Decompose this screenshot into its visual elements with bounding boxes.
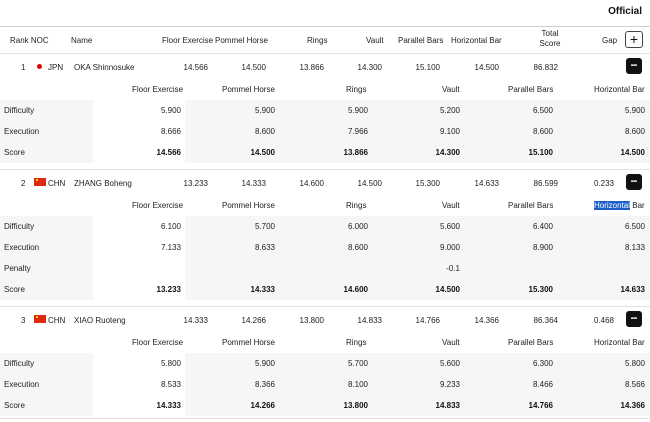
dh-hbar-rest: Bar <box>630 201 645 210</box>
rank: 2 <box>21 179 26 188</box>
difficulty-pbars: 6.500 <box>532 106 553 115</box>
score-pommel: 14.266 <box>250 401 275 410</box>
gap-value: 0.468 <box>593 316 614 325</box>
header-vault: Vault <box>366 36 384 45</box>
difficulty-pbars: 6.400 <box>532 222 553 231</box>
header-gap: Gap <box>602 36 618 45</box>
score-vault: 14.500 <box>435 285 460 294</box>
dh-hbar[interactable] <box>594 201 645 210</box>
dh-vault: Vault <box>442 338 460 347</box>
dh-floor: Floor Exercise <box>132 85 184 94</box>
difficulty-label: Difficulty <box>4 106 35 115</box>
flag-chn-icon <box>34 315 46 323</box>
hbar-score: 14.633 <box>474 179 499 188</box>
dh-rings: Rings <box>346 85 367 94</box>
execution-floor: 8.666 <box>160 127 181 136</box>
collapse-button[interactable]: − <box>626 311 642 327</box>
difficulty-pbars: 6.300 <box>532 359 553 368</box>
athlete-name: XIAO Ruoteng <box>74 316 126 325</box>
noc: CHN <box>48 179 66 188</box>
score-pbars: 14.766 <box>528 401 553 410</box>
total-score: 86.364 <box>533 316 558 325</box>
flag-jpn-icon <box>37 64 42 69</box>
score-pommel: 14.333 <box>250 285 275 294</box>
athlete-detail-1 <box>0 79 650 163</box>
score-label: Score <box>4 285 25 294</box>
dh-hbar-selected: Horizontal <box>594 201 631 210</box>
dh-hbar: Horizontal Bar <box>594 338 645 347</box>
difficulty-floor: 5.900 <box>160 106 181 115</box>
pbars-score: 15.100 <box>415 63 440 72</box>
execution-pbars: 8.900 <box>532 243 553 252</box>
dh-hbar: Horizontal Bar <box>594 85 645 94</box>
results-table-header <box>0 27 650 53</box>
execution-pbars: 8.466 <box>532 380 553 389</box>
difficulty-floor: 6.100 <box>160 222 181 231</box>
difficulty-hbar: 5.900 <box>624 106 645 115</box>
floor-score: 14.333 <box>183 316 208 325</box>
detail-score <box>0 279 650 300</box>
bottom-divider <box>0 418 650 419</box>
execution-rings: 8.600 <box>347 243 368 252</box>
execution-rings: 8.100 <box>347 380 368 389</box>
score-hbar: 14.366 <box>620 401 645 410</box>
penalty-vault: -0.1 <box>446 264 460 273</box>
execution-pommel: 8.366 <box>254 380 275 389</box>
expand-all-button[interactable]: + <box>625 31 643 48</box>
dh-floor: Floor Exercise <box>132 338 184 347</box>
detail-difficulty <box>0 216 650 237</box>
score-floor: 14.566 <box>156 148 181 157</box>
difficulty-rings: 6.000 <box>347 222 368 231</box>
execution-rings: 7.966 <box>347 127 368 136</box>
difficulty-floor: 5.800 <box>160 359 181 368</box>
difficulty-hbar: 5.800 <box>624 359 645 368</box>
pommel-score: 14.266 <box>241 316 266 325</box>
detail-execution <box>0 121 650 142</box>
score-hbar: 14.500 <box>620 148 645 157</box>
dh-vault: Vault <box>442 201 460 210</box>
difficulty-vault: 5.600 <box>439 359 460 368</box>
noc: CHN <box>48 316 66 325</box>
difficulty-label: Difficulty <box>4 359 35 368</box>
score-label: Score <box>4 148 25 157</box>
score-hbar: 14.633 <box>620 285 645 294</box>
detail-execution <box>0 374 650 395</box>
status-official: Official <box>608 6 642 17</box>
athlete-row-3[interactable] <box>0 306 650 332</box>
total-score: 86.832 <box>533 63 558 72</box>
penalty-label: Penalty <box>4 264 31 273</box>
detail-penalty <box>0 258 650 279</box>
dh-pbars: Parallel Bars <box>508 85 554 94</box>
pbars-score: 15.300 <box>415 179 440 188</box>
execution-label: Execution <box>4 243 40 252</box>
detail-difficulty <box>0 100 650 121</box>
vault-score: 14.833 <box>357 316 382 325</box>
detail-header <box>0 79 650 100</box>
rank: 3 <box>21 316 26 325</box>
score-label: Score <box>4 401 25 410</box>
detail-header <box>0 195 650 216</box>
difficulty-label: Difficulty <box>4 222 35 231</box>
athlete-detail-2 <box>0 195 650 300</box>
header-pommel: Pommel Horse <box>215 36 268 45</box>
dh-pommel: Pommel Horse <box>222 338 275 347</box>
execution-hbar: 8.566 <box>624 380 645 389</box>
detail-difficulty <box>0 353 650 374</box>
execution-floor: 7.133 <box>160 243 181 252</box>
difficulty-pommel: 5.700 <box>254 222 275 231</box>
hbar-score: 14.500 <box>474 63 499 72</box>
dh-pbars: Parallel Bars <box>508 201 554 210</box>
rank: 1 <box>21 63 26 72</box>
detail-score <box>0 142 650 163</box>
execution-vault: 9.000 <box>439 243 460 252</box>
total-score: 86.599 <box>533 179 558 188</box>
rings-score: 13.800 <box>299 316 324 325</box>
dh-pommel: Pommel Horse <box>222 201 275 210</box>
header-total-line2: Score <box>539 39 561 48</box>
execution-pommel: 8.633 <box>254 243 275 252</box>
dh-rings: Rings <box>346 201 367 210</box>
header-pbars: Parallel Bars <box>398 36 444 45</box>
score-floor: 13.233 <box>156 285 181 294</box>
pommel-score: 14.333 <box>241 179 266 188</box>
execution-vault: 9.100 <box>439 127 460 136</box>
header-rings: Rings <box>307 36 328 45</box>
header-rank-noc: Rank NOC <box>10 36 49 45</box>
dh-vault: Vault <box>442 85 460 94</box>
header-floor: Floor Exercise <box>162 36 214 45</box>
execution-floor: 8.533 <box>160 380 181 389</box>
difficulty-pommel: 5.900 <box>254 106 275 115</box>
flag-chn-icon <box>34 178 46 186</box>
execution-hbar: 8.600 <box>624 127 645 136</box>
athlete-name: OKA Shinnosuke <box>74 63 135 72</box>
pbars-score: 14.766 <box>415 316 440 325</box>
dh-pbars: Parallel Bars <box>508 338 554 347</box>
detail-header <box>0 332 650 353</box>
dh-floor: Floor Exercise <box>132 201 184 210</box>
gap-value: 0.233 <box>593 179 614 188</box>
athlete-name: ZHANG Boheng <box>74 179 132 188</box>
athlete-row-2[interactable] <box>0 169 650 195</box>
score-pbars: 15.300 <box>528 285 553 294</box>
execution-pommel: 8.600 <box>254 127 275 136</box>
vault-score: 14.300 <box>357 63 382 72</box>
score-pbars: 15.100 <box>528 148 553 157</box>
dh-pommel: Pommel Horse <box>222 85 275 94</box>
difficulty-vault: 5.600 <box>439 222 460 231</box>
dh-rings: Rings <box>346 338 367 347</box>
hbar-score: 14.366 <box>474 316 499 325</box>
athlete-detail-3 <box>0 332 650 416</box>
execution-vault: 9.233 <box>439 380 460 389</box>
collapse-button[interactable]: − <box>626 58 642 74</box>
score-rings: 13.866 <box>343 148 368 157</box>
noc: JPN <box>48 63 64 72</box>
score-rings: 14.600 <box>343 285 368 294</box>
difficulty-rings: 5.700 <box>347 359 368 368</box>
difficulty-pommel: 5.900 <box>254 359 275 368</box>
floor-score: 14.566 <box>183 63 208 72</box>
score-pommel: 14.500 <box>250 148 275 157</box>
vault-score: 14.500 <box>357 179 382 188</box>
score-vault: 14.300 <box>435 148 460 157</box>
execution-label: Execution <box>4 380 40 389</box>
score-rings: 13.800 <box>343 401 368 410</box>
execution-pbars: 8.600 <box>532 127 553 136</box>
header-hbar: Horizontal Bar <box>451 36 502 45</box>
header-total-score <box>530 29 570 49</box>
pommel-score: 14.500 <box>241 63 266 72</box>
header-name: Name <box>71 36 93 45</box>
detail-execution <box>0 237 650 258</box>
difficulty-rings: 5.900 <box>347 106 368 115</box>
execution-hbar: 8.133 <box>624 243 645 252</box>
detail-score <box>0 395 650 416</box>
difficulty-vault: 5.200 <box>439 106 460 115</box>
execution-label: Execution <box>4 127 40 136</box>
rings-score: 13.866 <box>299 63 324 72</box>
floor-score: 13.233 <box>183 179 208 188</box>
athlete-row-1[interactable] <box>0 53 650 79</box>
collapse-button[interactable]: − <box>626 174 642 190</box>
difficulty-hbar: 6.500 <box>624 222 645 231</box>
header-total-line1: Total <box>541 29 559 38</box>
score-vault: 14.833 <box>435 401 460 410</box>
score-floor: 14.333 <box>156 401 181 410</box>
rings-score: 14.600 <box>299 179 324 188</box>
